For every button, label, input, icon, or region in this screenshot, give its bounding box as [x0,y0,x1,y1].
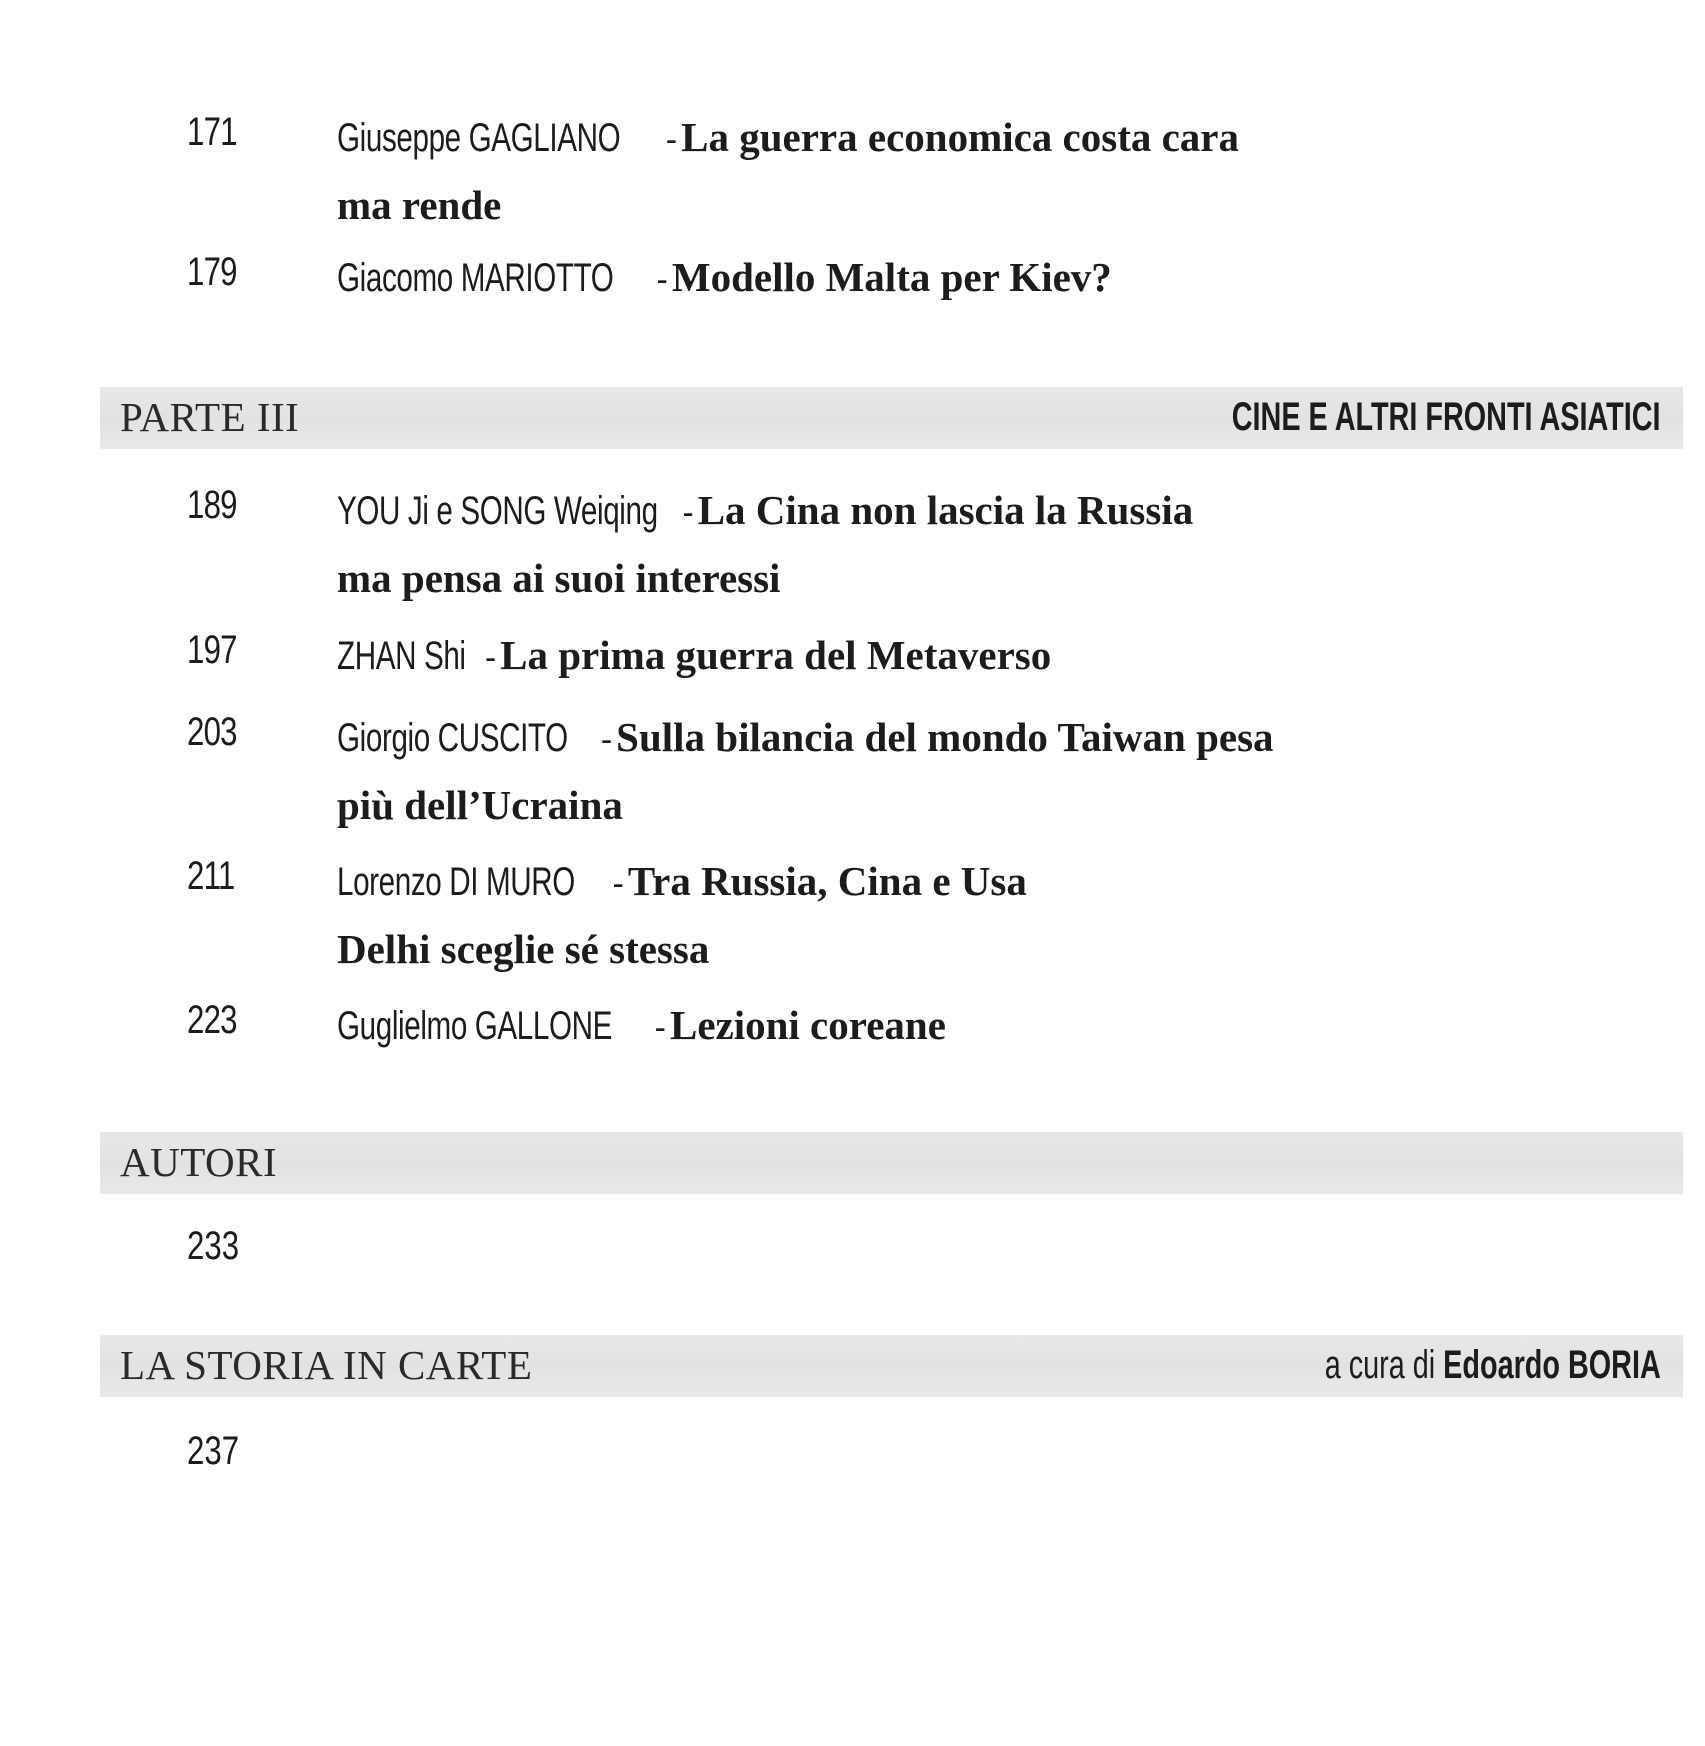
entry-author: Lorenzo DI MURO [337,860,575,904]
page-number: 189 [187,483,237,527]
entry-separator: - [656,261,668,299]
entry-separator: - [484,639,497,677]
entry-title-line: Modello Malta per Kiev? [671,254,1112,300]
curator-name: Edoardo BORIA [1443,1343,1661,1387]
entry-title-line: La prima guerra del Metaverso [500,632,1052,678]
entry-separator: - [682,494,694,532]
entry-title-line: Sulla bilancia del mondo Taiwan pesa [616,714,1274,760]
part-heading: CINE E ALTRI FRONTI ASIATICI [1232,395,1661,439]
page-number: 197 [187,628,237,672]
part-label: PARTE III [120,394,300,440]
page-number[interactable]: 237 [187,1429,240,1473]
section-label: AUTORI [120,1139,278,1185]
entry-author: Giuseppe GAGLIANO [337,116,621,160]
entry-author: Guglielmo GALLONE [337,1004,613,1048]
entry-separator: - [654,1009,666,1047]
entry-title-line: La guerra economica costa cara [681,114,1240,160]
section-header-storia [100,1335,1683,1397]
entry-title-line: ma pensa ai suoi interessi [337,555,781,601]
entry-author: ZHAN Shi [337,634,466,678]
entry-title-line: ma rende [337,182,502,228]
page-number[interactable]: 233 [187,1224,240,1268]
section-header-part3 [100,387,1683,449]
page-number: 179 [187,250,237,294]
page-number: 211 [187,854,235,898]
page-number: 171 [187,110,237,154]
entry-author: Giorgio CUSCITO [337,716,568,760]
entry-title-line: Delhi sceglie sé stessa [337,926,710,972]
entry-author: Giacomo MARIOTTO [337,256,614,300]
entry-title-line: Lezioni coreane [669,1002,946,1048]
section-label: LA STORIA IN CARTE [120,1342,533,1388]
curator-credit [1325,1343,1661,1388]
entry-separator: - [600,721,613,759]
curator-prefix: a cura di [1324,1343,1436,1387]
entry-title-line: più dell’Ucraina [337,782,623,828]
entry-separator: - [665,121,678,159]
page-number: 223 [187,998,237,1042]
entry-title-line: Tra Russia, Cina e Usa [627,858,1027,904]
entry-separator: - [612,865,624,903]
section-header-autori [100,1132,1683,1194]
page-number: 203 [187,710,237,754]
entry-title-line: La Cina non lascia la Russia [697,487,1194,533]
entry-author: YOU Ji e SONG Weiqing [337,489,658,533]
